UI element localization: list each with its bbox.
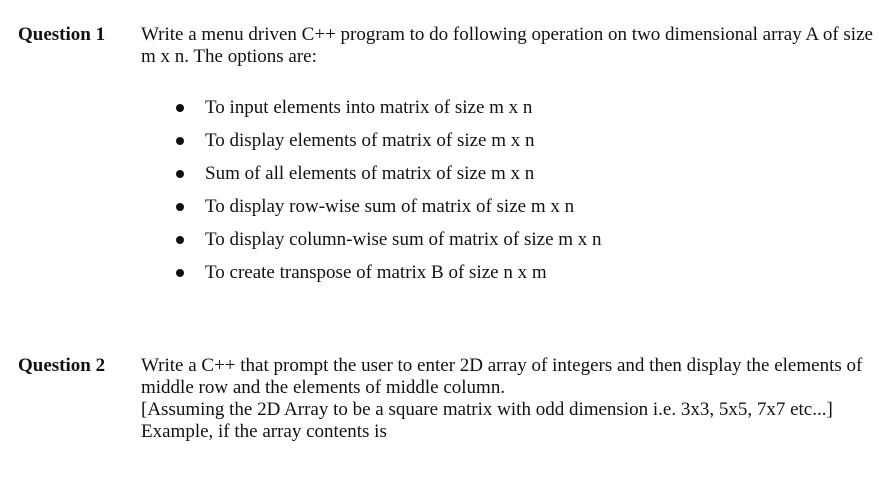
bullet-icon (176, 203, 184, 211)
bullet-icon (176, 137, 184, 145)
option-text: To display column-wise sum of matrix of size m x n (205, 229, 602, 250)
bullet-icon (176, 269, 184, 277)
question-1-text (141, 24, 881, 68)
question-2-assumption: [Assuming the 2D Array to be a square matrix with odd dimension i.e. 3x3, 5x5, 7x7 etc...] (141, 399, 833, 420)
question-1-prompt: Write a menu driven C++ program to do following operation on two dimensional array A of size m x n. The options are: (141, 24, 873, 67)
option-text: To input elements into matrix of size m x n (205, 97, 533, 118)
option-text: To create transpose of matrix B of size n x m (205, 262, 547, 283)
question-2-example-intro: Example, if the array contents is (141, 421, 387, 442)
bullet-icon (176, 104, 184, 112)
option-text: To display elements of matrix of size m x n (205, 130, 535, 151)
question-1-label: Question 1 (18, 24, 106, 45)
option-text: To display row-wise sum of matrix of size m x n (205, 196, 575, 217)
question-2-prompt: Write a C++ that prompt the user to enter 2D array of integers and then display the elements of middle row and the elements of middle column. (141, 355, 863, 398)
bullet-icon (176, 170, 184, 178)
bullet-icon (176, 236, 184, 244)
option-text: Sum of all elements of matrix of size m x n (205, 163, 535, 184)
question-2-label: Question 2 (18, 355, 106, 376)
question-2-text (141, 355, 881, 443)
